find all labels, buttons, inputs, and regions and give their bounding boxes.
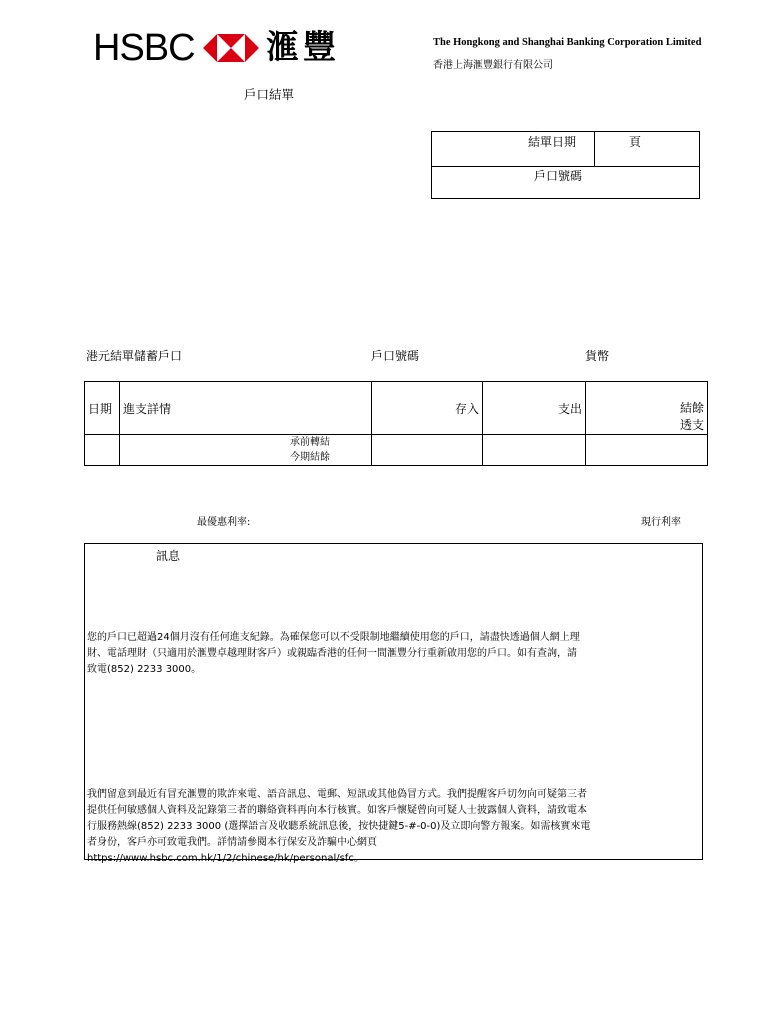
deposit-cell — [372, 435, 483, 466]
message-title: 訊息 — [156, 549, 181, 563]
date-cell — [85, 435, 120, 466]
warning-line: 者身份，客戶亦可致電我們。詳情請參閱本行保安及詐騙中心網頁 — [87, 837, 377, 848]
withdrawal-cell — [483, 435, 586, 466]
transactions-table — [84, 381, 708, 466]
statement-date-label: 結單日期 — [528, 135, 577, 149]
details-cell — [120, 435, 372, 466]
corporation-name-cn: 香港上海滙豐銀行有限公司 — [433, 60, 553, 71]
hsbc-logo-text: HSBC — [93, 27, 195, 69]
closing-balance-label: 今期結餘 — [290, 452, 330, 463]
message-box — [84, 543, 703, 864]
dormant-account-notice — [87, 630, 699, 678]
security-centre-link[interactable]: https://www.hsbc.com.hk/1/2/chinese/hk/personal/sfc。 — [87, 853, 364, 864]
account-type: 港元結單儲蓄戶口 — [86, 349, 183, 363]
account-number-header: 戶口號碼 — [371, 349, 420, 363]
preferential-rate-label: 最優惠利率: — [197, 517, 251, 528]
fraud-warning-notice — [87, 787, 699, 867]
page-label: 頁 — [629, 135, 642, 149]
document-title: 戶口結單 — [244, 87, 295, 102]
table-header-row — [85, 382, 708, 435]
table-row — [85, 435, 708, 466]
notice-line: 您的戶口已超過24個月沒有任何進支紀錄。為確保您可以不受限制地繼續使用您的戶口，請盡快透過個人網上理 — [87, 632, 580, 643]
deposit-header: 存入 — [372, 382, 483, 435]
withdrawal-header: 支出 — [483, 382, 586, 435]
balance-header — [586, 382, 708, 435]
statement-info-box — [431, 131, 700, 199]
balance-label: 結餘 — [679, 401, 704, 415]
details-header: 進支詳情 — [120, 382, 372, 435]
warning-line: 提供任何敏感個人資料及記錄第三者的聯絡資料再向本行核實。如客戶懷疑曾向可疑人士披露個人資料，請致電本 — [87, 805, 587, 816]
warning-line: 我們留意到最近有冒充滙豐的欺詐來電、語音訊息、電郵、短訊或其他偽冒方式。我們提醒客戶切勿向可疑第三者 — [87, 789, 587, 800]
date-header: 日期 — [85, 382, 120, 435]
hsbc-hexagon-icon — [203, 34, 259, 62]
notice-line: 財、電話理財（只適用於滙豐卓越理財客戶）或親臨香港的任何一間滙豐分行重新啟用您的戶口。如有查詢，請 — [87, 648, 577, 659]
current-rate-label: 現行利率 — [641, 517, 681, 528]
currency-label: 貨幣 — [585, 349, 610, 363]
brought-forward-label: 承前轉結 — [290, 437, 330, 448]
hsbc-logo-chinese: 滙豐 — [266, 27, 340, 66]
corporation-name-en: The Hongkong and Shanghai Banking Corporation Limited — [433, 37, 702, 48]
notice-line: 致電(852) 2233 3000。 — [87, 664, 202, 675]
warning-line: 行服務熱線(852) 2233 3000 (選擇語言及收聽系統訊息後，按快捷鍵5-#-0-0)及立即向警方報案。如需核實來電 — [87, 821, 591, 832]
balance-cell — [586, 435, 708, 466]
account-number-label: 戶口號碼 — [534, 169, 583, 183]
overdraft-label: 透支 — [679, 418, 704, 432]
